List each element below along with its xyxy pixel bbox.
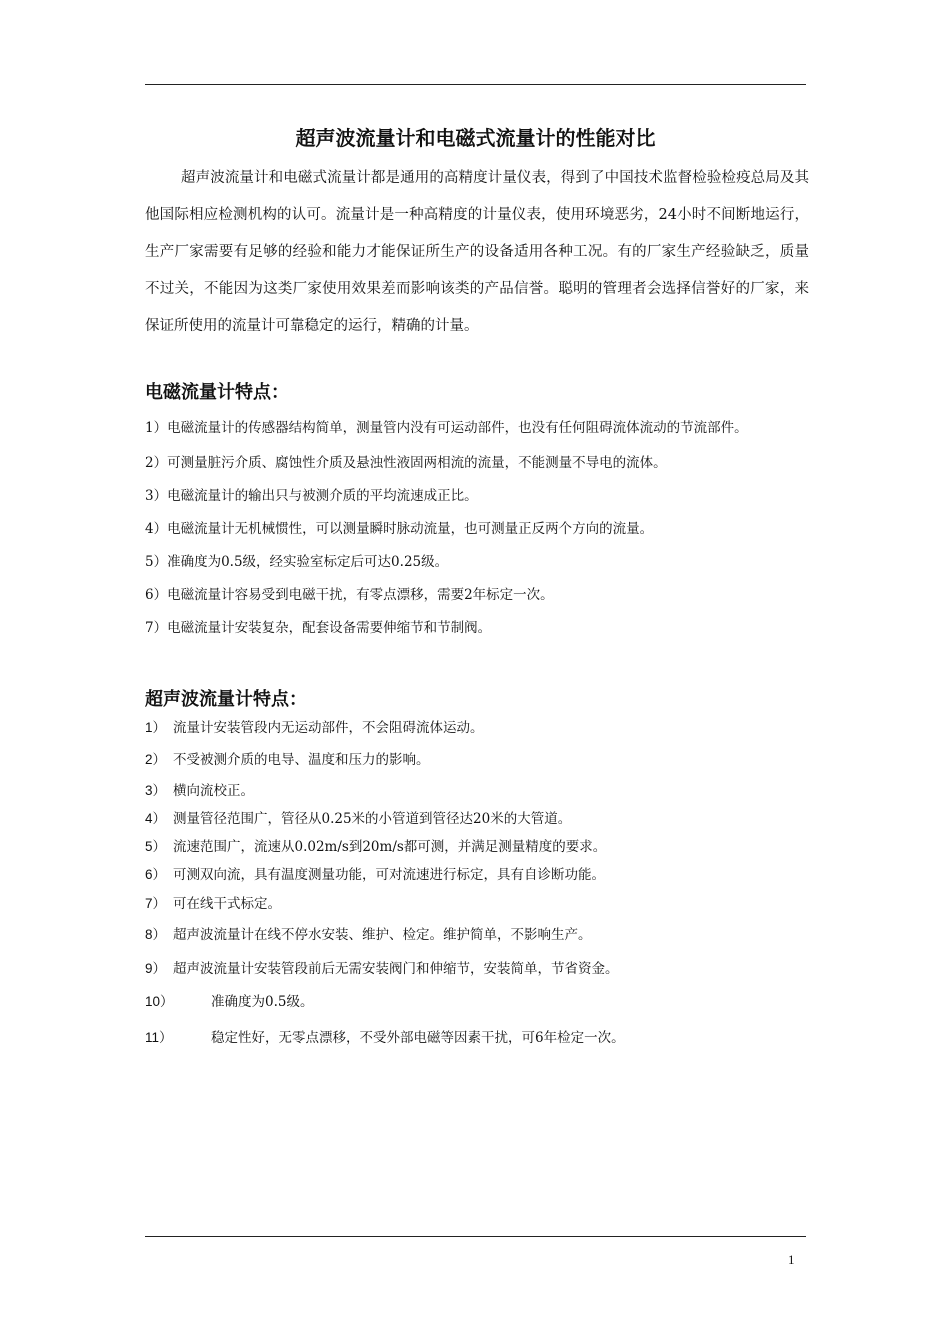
em-feature-list — [145, 410, 809, 645]
us-item-number: 5） — [145, 839, 167, 854]
us-item-text: 稳定性好，无零点漂移，不受外部电磁等因素干扰，可6年检定一次。 — [211, 1030, 625, 1046]
em-item-6: 6）电磁流量计容易受到电磁干扰，有零点漂移，需要2年标定一次。 — [145, 587, 554, 603]
us-item-number: 7） — [145, 896, 167, 911]
document-title: 超声波流量计和电磁式流量计的性能对比 — [295, 126, 656, 150]
us-item-number: 2） — [145, 752, 167, 767]
us-item-text: 流量计安装管段内无运动部件，不会阻碍流体运动。 — [173, 720, 484, 736]
us-item-text: 准确度为0.5级。 — [211, 994, 314, 1010]
us-item-text: 超声波流量计在线不停水安装、维护、检定。维护简单，不影响生产。 — [173, 927, 592, 943]
us-item-7 — [145, 892, 281, 912]
us-item-11 — [145, 1026, 625, 1046]
us-item-text: 超声波流量计安装管段前后无需安装阀门和伸缩节，安装简单，节省资金。 — [173, 961, 619, 977]
us-item-text: 流速范围广，流速从0.02m/s到20m/s都可测，并满足测量精度的要求。 — [173, 839, 607, 855]
us-item-text: 可在线干式标定。 — [173, 896, 281, 912]
us-item-1 — [145, 716, 484, 736]
em-item-2: 2）可测量脏污介质、腐蚀性介质及悬浊性液固两相流的流量，不能测量不导电的流体。 — [145, 455, 667, 471]
us-item-number: 11） — [145, 1030, 173, 1045]
us-item-text: 不受被测介质的电导、温度和压力的影响。 — [173, 752, 430, 768]
us-item-8 — [145, 923, 592, 943]
us-item-6 — [145, 863, 605, 883]
us-item-2 — [145, 748, 430, 768]
us-item-number: 1） — [145, 720, 167, 735]
us-section-heading: 超声波流量计特点： — [145, 689, 307, 710]
em-item-1: 1）电磁流量计的传感器结构简单，测量管内没有可运动部件，也没有任何阻碍流体流动的节流部件。 — [145, 420, 748, 436]
em-item-4: 4）电磁流量计无机械惯性，可以测量瞬时脉动流量，也可测量正反两个方向的流量。 — [145, 521, 654, 537]
us-item-4 — [145, 807, 571, 827]
header-rule — [145, 84, 806, 85]
intro-paragraph: 超声波流量计和电磁式流量计都是通用的高精度计量仪表，得到了中国技术监督检验检疫总局及其他国际相应检测机构的认可。流量计是一种高精度的计量仪表，使用环境恶劣，24小时不间断地运行，生产厂家需要有足够的经验和能力才能保证所生产的设备适用各种工况。有的厂家生产经验缺乏，质量不过关，不能因为这类厂家使用效果差而影响该类的产品信誉。聪明的管理者会选择信誉好的厂家，来保证所使用的流量计可靠稳定的运行，精确的计量。 — [145, 170, 809, 334]
us-item-number: 10） — [145, 994, 174, 1009]
us-item-5 — [145, 835, 606, 855]
us-item-3 — [145, 779, 254, 799]
us-item-9 — [145, 957, 619, 977]
em-item-3: 3）电磁流量计的输出只与被测介质的平均流速成正比。 — [145, 488, 478, 504]
em-item-7: 7）电磁流量计安装复杂，配套设备需要伸缩节和节制阀。 — [145, 620, 492, 636]
footer-rule — [145, 1236, 806, 1237]
us-item-number: 6） — [145, 867, 167, 882]
us-item-number: 9） — [145, 961, 167, 976]
em-section-heading: 电磁流量计特点： — [145, 382, 289, 403]
us-item-text: 测量管径范围广，管径从0.25米的小管道到管径达20米的大管道。 — [173, 811, 572, 827]
us-item-number: 8） — [145, 927, 167, 942]
page-number: 1 — [788, 1252, 795, 1267]
us-item-text: 可测双向流，具有温度测量功能，可对流速进行标定，具有自诊断功能。 — [173, 867, 605, 883]
em-item-5: 5）准确度为0.5级，经实验室标定后可达0.25级。 — [145, 554, 449, 570]
us-item-text: 横向流校正。 — [173, 783, 254, 799]
us-item-number: 3） — [145, 783, 167, 798]
us-item-10 — [145, 990, 313, 1010]
us-item-number: 4） — [145, 811, 167, 826]
